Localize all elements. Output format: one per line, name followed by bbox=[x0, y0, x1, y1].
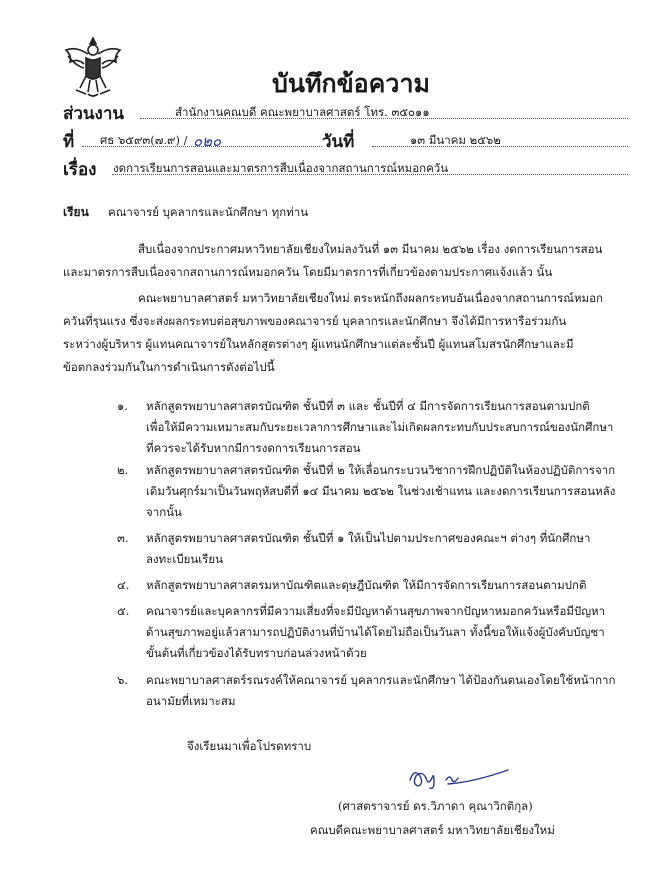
paragraph-2-line-1: คณะพยาบาลศาสตร์ มหาวิทยาลัยเชียงใหม่ ตระหนักถึงผลกระทบอันเนื่องจากสถานการณ์หมอก bbox=[138, 291, 603, 305]
item-1-line-1: หลักสูตรพยาบาลศาสตรบัณฑิต ชั้นปีที่ ๓ และ ชั้นปีที่ ๔ มีการจัดการเรียนการสอนตามปกติ bbox=[146, 399, 590, 413]
item-6-line-2: อนามัยที่เหมาะสม bbox=[146, 694, 236, 708]
item-1-line-3: ที่ควรจะได้รับหากมีการงดการเรียนการสอน bbox=[146, 441, 361, 455]
item-3-line-1: หลักสูตรพยาบาลศาสตรบัณฑิต ชั้นปีที่ ๑ ให้เป็นไปตามประกาศของคณะฯ ต่างๆ ที่นักศึกษา bbox=[146, 531, 591, 545]
salutation-label: เรียน bbox=[63, 205, 89, 219]
paragraph-1-line-1: สืบเนื่องจากประกาศมหาวิทยาลัยเชียงใหม่ลงวันที่ ๑๓ มีนาคม ๒๕๖๒ เรื่อง งดการเรียนการสอน bbox=[138, 242, 603, 256]
paragraph-2-line-2: ควันที่รุนแรง ซึ่งจะส่งผลกระทบต่อสุขภาพของคณาจารย์ บุคลากรและนักศึกษา จึงได้มีการหารือร่วมกัน bbox=[63, 314, 567, 328]
ref-value: ศธ ๖๕๙๓(๗.๙) / bbox=[100, 133, 188, 147]
salutation-value: คณาจารย์ บุคลากรและนักศึกษา ทุกท่าน bbox=[108, 205, 309, 219]
signatory-position: คณบดีคณะพยาบาลศาสตร์ มหาวิทยาลัยเชียงใหม่ bbox=[310, 823, 555, 837]
paragraph-2-line-4: ข้อตกลงร่วมกันในการดำเนินการดังต่อไปนี้ bbox=[63, 360, 275, 374]
item-2-line-2: เดิมวันศุกร์มาเป็นวันพฤหัสบดีที่ ๑๔ มีนาคม ๒๕๖๒ ในช่วงเช้าแทน และงดการเรียนการสอนหลัง bbox=[146, 484, 616, 498]
ref-number: ๐๒๐ bbox=[193, 132, 222, 150]
garuda-emblem-icon bbox=[62, 32, 124, 100]
item-5-line-2: ด้านสุขภาพอยู่แล้วสามารถปฏิบัติงานที่บ้านได้โดยไม่ถือเป็นวันลา ทั้งนี้ขอให้แจ้งผู้บังคับบัญชา bbox=[146, 625, 605, 639]
subject-value: งดการเรียนการสอนและมาตรการสืบเนื่องจากสถานการณ์หมอกควัน bbox=[113, 161, 449, 175]
item-2-line-1: หลักสูตรพยาบาลศาสตรบัณฑิต ชั้นปีที่ ๒ ให้เลื่อนกระบวนวิชาการฝึกปฏิบัติในห้องปฏิบัติการจาก bbox=[146, 463, 616, 477]
date-value: ๑๓ มีนาคม ๒๕๖๒ bbox=[410, 133, 501, 147]
item-1-number: ๑. bbox=[117, 399, 128, 413]
item-2-number: ๒. bbox=[117, 463, 129, 477]
item-3-number: ๓. bbox=[117, 531, 129, 545]
ref-label: ที่ bbox=[63, 132, 75, 152]
item-4-number: ๔. bbox=[117, 578, 130, 592]
department-value: สำนักงานคณบดี คณะพยาบาลศาสตร์ โทร. ๓๕๐๑๑ bbox=[175, 105, 430, 119]
memo-title: บันทึกข้อความ bbox=[272, 69, 430, 98]
paragraph-2-line-3: ระหว่างผู้บริหาร ผู้แทนคณาจารย์ในหลักสูตรต่างๆ ผู้แทนนักศึกษาแต่ละชั้นปี ผู้แทนสโมสรนักศึกษาและมี bbox=[63, 337, 574, 351]
handwritten-signature bbox=[404, 762, 514, 792]
item-6-line-1: คณะพยาบาลศาสตร์รณรงค์ให้คณาจารย์ บุคลากรและนักศึกษา ได้ป้องกันตนเองโดยใช้หน้ากาก bbox=[146, 673, 616, 687]
closing-text: จึงเรียนมาเพื่อโปรดทราบ bbox=[187, 739, 312, 753]
department-label: ส่วนงาน bbox=[63, 104, 125, 124]
date-label: วันที่ bbox=[322, 132, 355, 152]
item-4-line-1: หลักสูตรพยาบาลศาสตรมหาบัณฑิตและดุษฎีบัณฑิต ให้มีการจัดการเรียนการสอนตามปกติ bbox=[146, 578, 587, 592]
paragraph-1-line-2: และมาตรการสืบเนื่องจากสถานการณ์หมอกควัน โดยมีมาตรการที่เกี่ยวข้องตามประกาศแจ้งแล้ว นั้น bbox=[63, 265, 553, 279]
item-6-number: ๖. bbox=[117, 673, 128, 687]
item-5-number: ๕. bbox=[117, 604, 130, 618]
item-2-line-3: จากนั้น bbox=[146, 505, 182, 519]
signatory-name: (ศาสตราจารย์ ดร.วิภาดา คุณาวิกติกุล) bbox=[338, 799, 533, 813]
item-3-line-2: ลงทะเบียนเรียน bbox=[146, 552, 223, 566]
item-5-line-3: ขั้นต้นที่เกี่ยวข้องได้รับทราบก่อนล่วงหน้าด้วย bbox=[146, 646, 367, 660]
item-1-line-2: เพื่อให้มีความเหมาะสมกับระยะเวลาการศึกษาและไม่เกิดผลกระทบกับประสบการณ์ของนักศึกษา bbox=[146, 420, 614, 434]
subject-label: เรื่อง bbox=[63, 160, 97, 180]
item-5-line-1: คณาจารย์และบุคลากรที่มีความเสี่ยงที่จะมีปัญหาด้านสุขภาพจากปัญหาหมอกควันหรือมีปัญหา bbox=[146, 604, 606, 618]
